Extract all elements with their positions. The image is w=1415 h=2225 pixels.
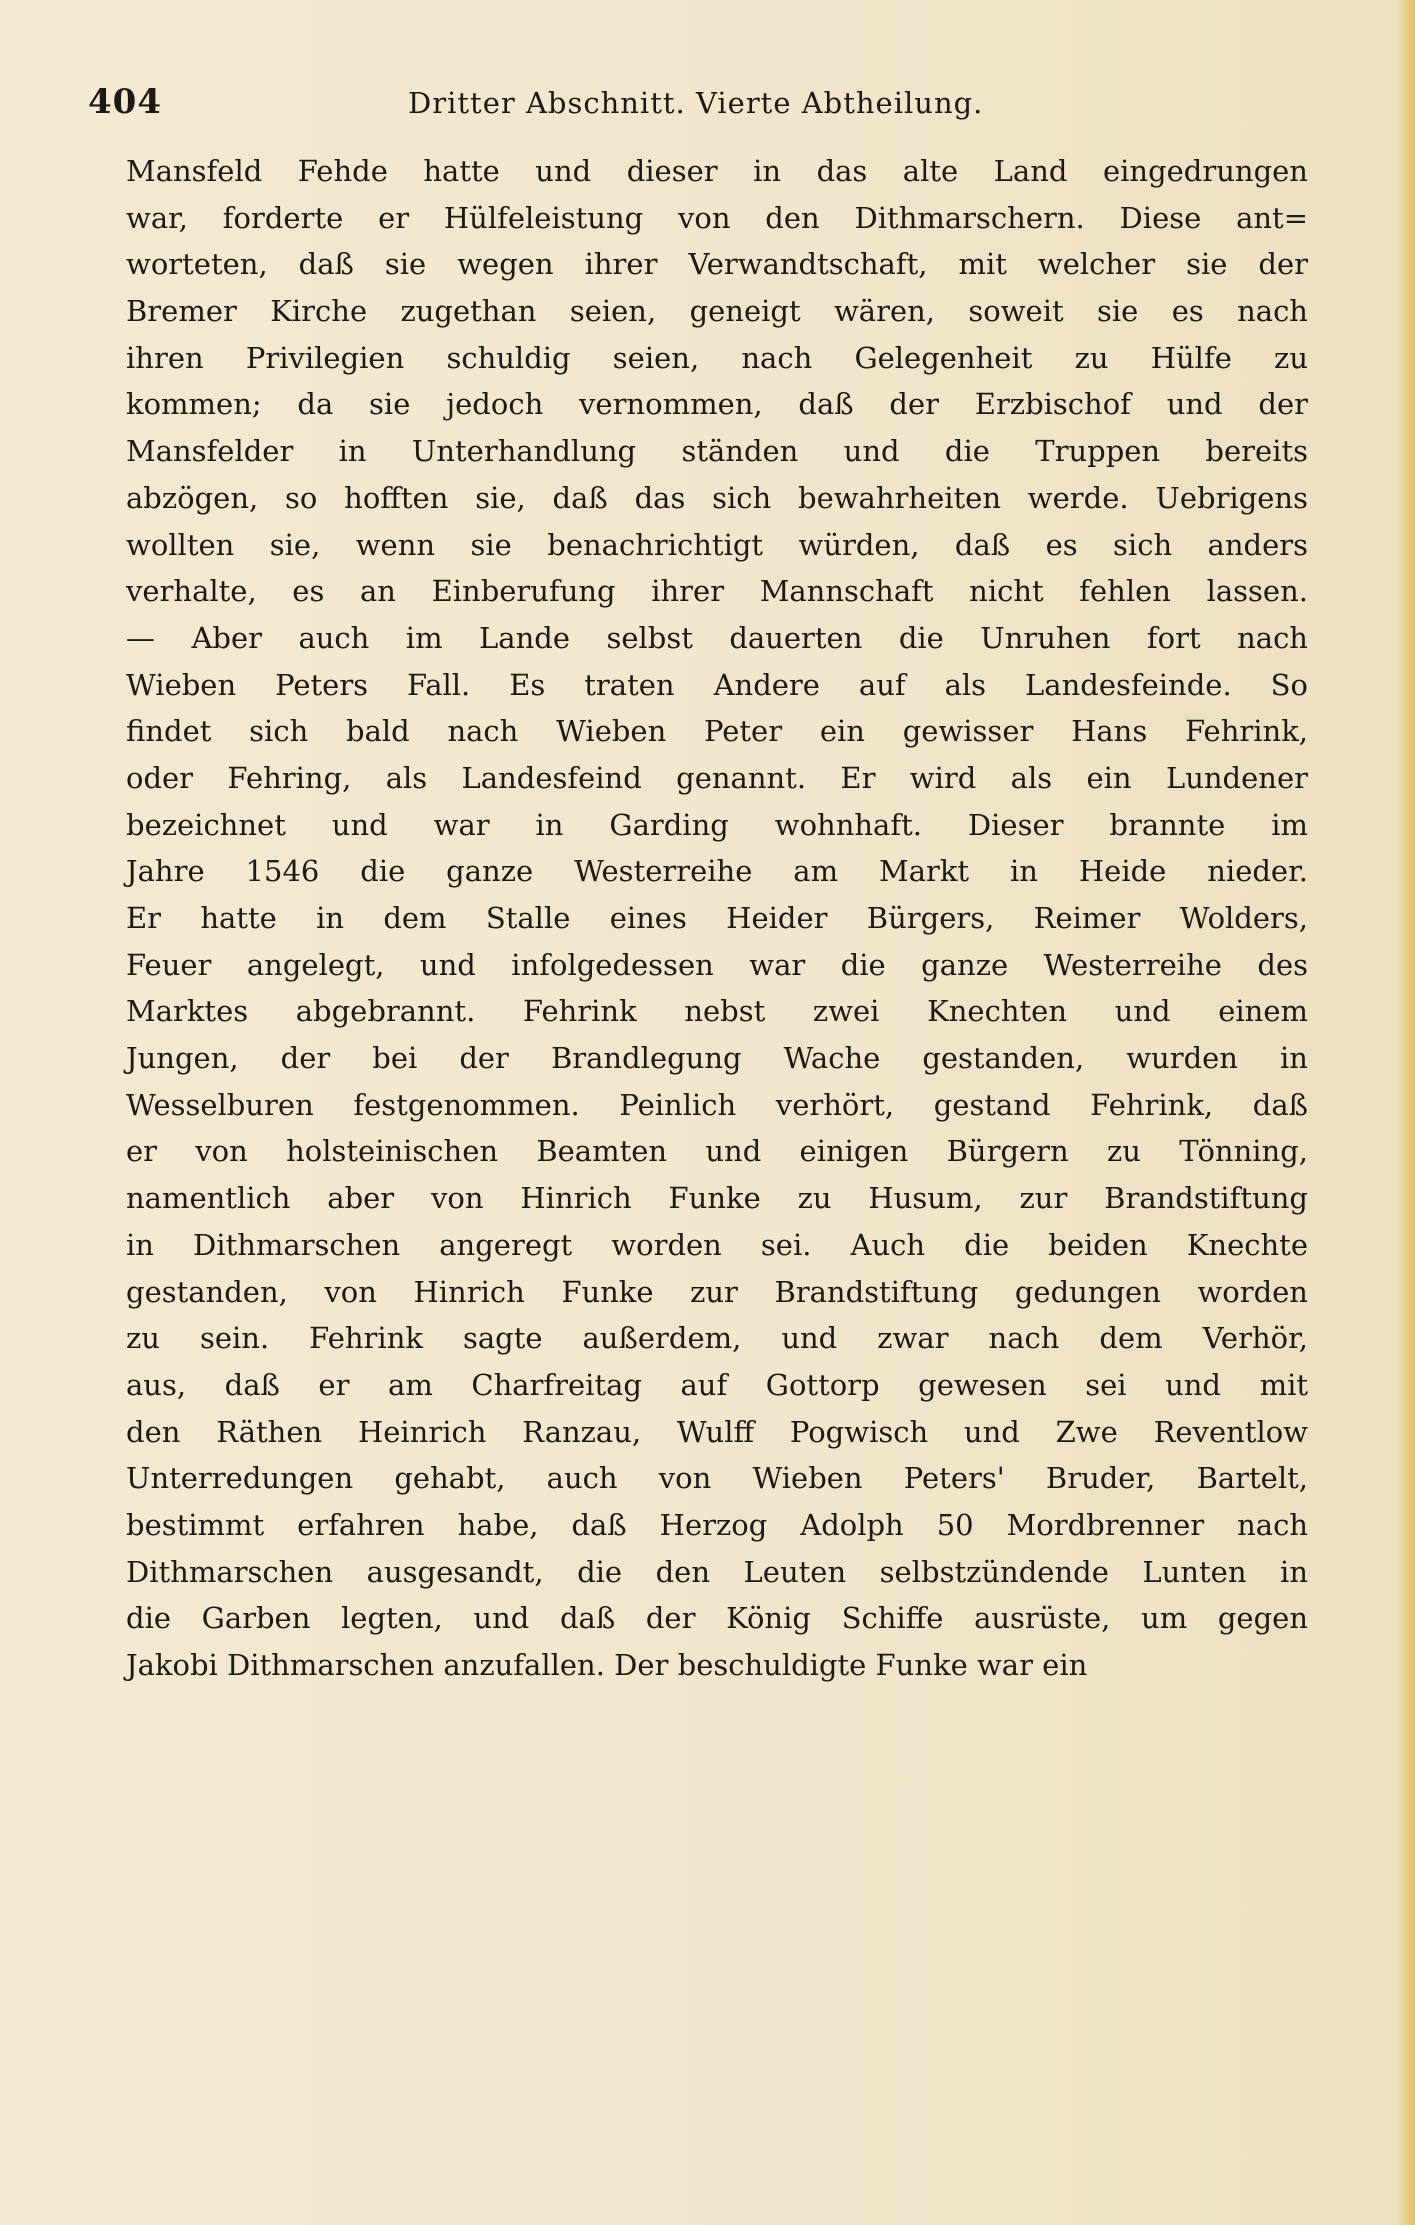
text-line: war, forderte er Hülfeleistung von den Dithmarschern. Diese ant= <box>126 200 1308 235</box>
text-line: worteten, daß sie wegen ihrer Verwandtschaft, mit welcher sie der <box>126 247 1308 282</box>
page-edge <box>1397 0 1415 2225</box>
text-line: Jahre 1546 die ganze Westerreihe am Markt in Heide nieder. <box>126 854 1308 889</box>
text-line: Bremer Kirche zugethan seien, geneigt wären, soweit sie es nach <box>126 294 1308 329</box>
text-line: die Garben legten, und daß der König Schiffe ausrüste, um gegen <box>126 1601 1308 1636</box>
text-line: wollten sie, wenn sie benachrichtigt würden, daß es sich anders <box>126 527 1308 562</box>
text-line: bezeichnet und war in Garding wohnhaft. Dieser brannte im <box>126 807 1308 842</box>
text-line: abzögen, so hofften sie, daß das sich bewahrheiten werde. Uebrigens <box>126 480 1308 515</box>
page-number: 404 <box>88 82 162 122</box>
text-line: in Dithmarschen angeregt worden sei. Auch die beiden Knechte <box>126 1227 1308 1262</box>
text-line: — Aber auch im Lande selbst dauerten die Unruhen fort nach <box>126 620 1308 655</box>
text-line: Dithmarschen ausgesandt, die den Leuten selbstzündende Lunten in <box>126 1554 1308 1589</box>
text-line: Jungen, der bei der Brandlegung Wache gestanden, wurden in <box>126 1041 1308 1076</box>
text-line: Marktes abgebrannt. Fehrink nebst zwei Knechten und einem <box>126 994 1308 1029</box>
text-line: ihren Privilegien schuldig seien, nach Gelegenheit zu Hülfe zu <box>126 340 1308 375</box>
page-header <box>88 82 1298 132</box>
body-text <box>126 148 1308 1689</box>
text-line: verhalte, es an Einberufung ihrer Mannschaft nicht fehlen lassen. <box>126 574 1308 609</box>
text-line: gestanden, von Hinrich Funke zur Brandstiftung gedungen worden <box>126 1274 1308 1309</box>
text-line: Mansfelder in Unterhandlung ständen und die Truppen bereits <box>126 434 1308 469</box>
text-line: Wieben Peters Fall. Es traten Andere auf als Landesfeinde. So <box>126 667 1308 702</box>
text-line: kommen; da sie jedoch vernommen, daß der Erzbischof und der <box>126 387 1308 422</box>
text-line: findet sich bald nach Wieben Peter ein gewisser Hans Fehrink, <box>126 714 1308 749</box>
text-line: er von holsteinischen Beamten und einigen Bürgern zu Tönning, <box>126 1134 1308 1169</box>
text-line: Er hatte in dem Stalle eines Heider Bürgers, Reimer Wolders, <box>126 901 1308 935</box>
text-line: Unterredungen gehabt, auch von Wieben Peters' Bruder, Bartelt, <box>126 1461 1308 1496</box>
text-line: Mansfeld Fehde hatte und dieser in das alte Land eingedrungen <box>126 154 1308 188</box>
running-head: Dritter Abschnitt. Vierte Abtheilung. <box>408 86 984 120</box>
text-line: oder Fehring, als Landesfeind genannt. Er wird als ein Lundener <box>126 760 1308 795</box>
text-line: namentlich aber von Hinrich Funke zu Husum, zur Brandstiftung <box>126 1181 1308 1216</box>
text-line: zu sein. Fehrink sagte außerdem, und zwar nach dem Verhör, <box>126 1321 1308 1356</box>
text-line: bestimmt erfahren habe, daß Herzog Adolph 50 Mordbrenner nach <box>126 1507 1308 1542</box>
text-line: Jakobi Dithmarschen anzufallen. Der beschuldigte Funke war ein <box>126 1648 1088 1682</box>
text-line: Wesselburen festgenommen. Peinlich verhört, gestand Fehrink, daß <box>126 1087 1308 1122</box>
text-line: den Räthen Heinrich Ranzau, Wulff Pogwisch und Zwe Reventlow <box>126 1414 1308 1449</box>
text-line: aus, daß er am Charfreitag auf Gottorp gewesen sei und mit <box>126 1367 1308 1402</box>
text-line: Feuer angelegt, und infolgedessen war die ganze Westerreihe des <box>126 947 1308 982</box>
